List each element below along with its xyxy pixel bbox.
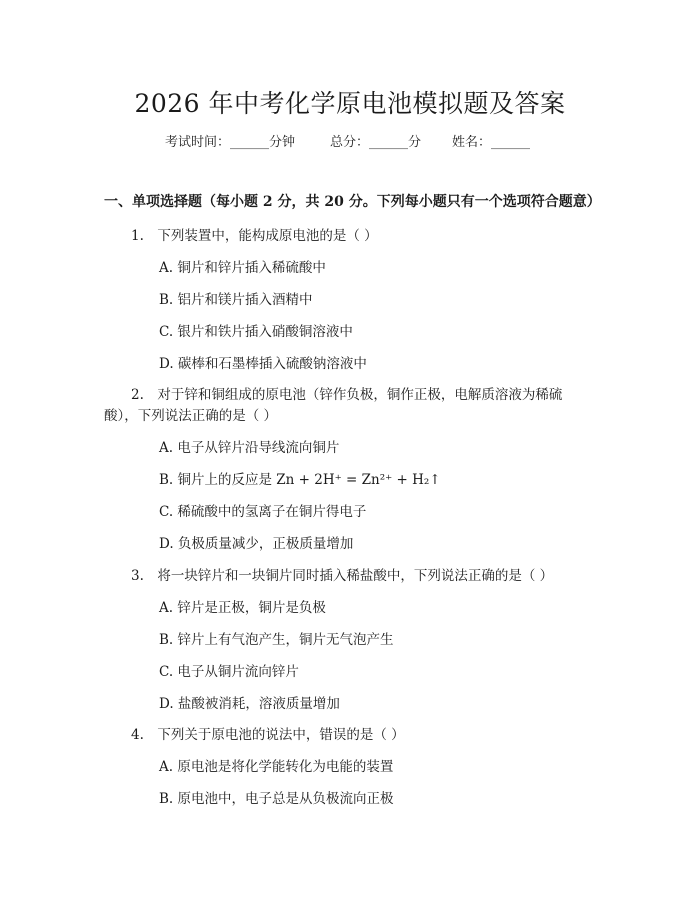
question-4-stem: 4. 下列关于原电池的说法中，错误的是（ ） (131, 727, 405, 743)
question-1-option-c: C. 银片和铁片插入硝酸铜溶液中 (159, 324, 353, 340)
question-4-option-a: A. 原电池是将化学能转化为电能的装置 (159, 759, 394, 775)
question-2-option-c: C. 稀硫酸中的氢离子在铜片得电子 (159, 504, 367, 520)
question-2-stem: 2. 对于锌和铜组成的原电池（锌作负极，铜作正极，电解质溶液为稀硫 (131, 387, 563, 403)
question-2-stem-cont: 酸），下列说法正确的是（ ） (104, 408, 278, 424)
question-1-option-b: B. 铝片和镁片插入酒精中 (159, 292, 313, 308)
question-1-option-d: D. 碳棒和石墨棒插入硫酸钠溶液中 (159, 356, 367, 372)
question-3-stem: 3. 将一块锌片和一块铜片同时插入稀盐酸中，下列说法正确的是（ ） (131, 568, 554, 584)
section-heading: 一、单项选择题（每小题 2 分，共 20 分。下列每小题只有一个选项符合题意） (104, 194, 601, 210)
exam-score: 总分：______分 (330, 135, 422, 150)
question-3-option-d: D. 盐酸被消耗，溶液质量增加 (159, 696, 340, 712)
question-1-stem: 1. 下列装置中，能构成原电池的是（ ） (131, 228, 378, 244)
question-3-option-a: A. 锌片是正极，铜片是负极 (159, 600, 326, 616)
student-name: 姓名：______ (452, 135, 531, 150)
question-3-option-c: C. 电子从铜片流向锌片 (159, 664, 299, 680)
page-title: 2026 年中考化学原电池模拟题及答案 (134, 89, 566, 118)
question-2-option-d: D. 负极质量减少，正极质量增加 (159, 536, 354, 552)
question-3-option-b: B. 锌片上有气泡产生，铜片无气泡产生 (159, 632, 394, 648)
question-2-option-b: B. 铜片上的反应是 Zn + 2H⁺ = Zn²⁺ + H₂↑ (159, 472, 441, 488)
exam-time: 考试时间：______分钟 (165, 135, 296, 150)
question-2-option-a: A. 电子从锌片沿导线流向铜片 (159, 440, 340, 456)
question-1-option-a: A. 铜片和锌片插入稀硫酸中 (159, 260, 326, 276)
question-4-option-b: B. 原电池中，电子总是从负极流向正极 (159, 791, 394, 807)
